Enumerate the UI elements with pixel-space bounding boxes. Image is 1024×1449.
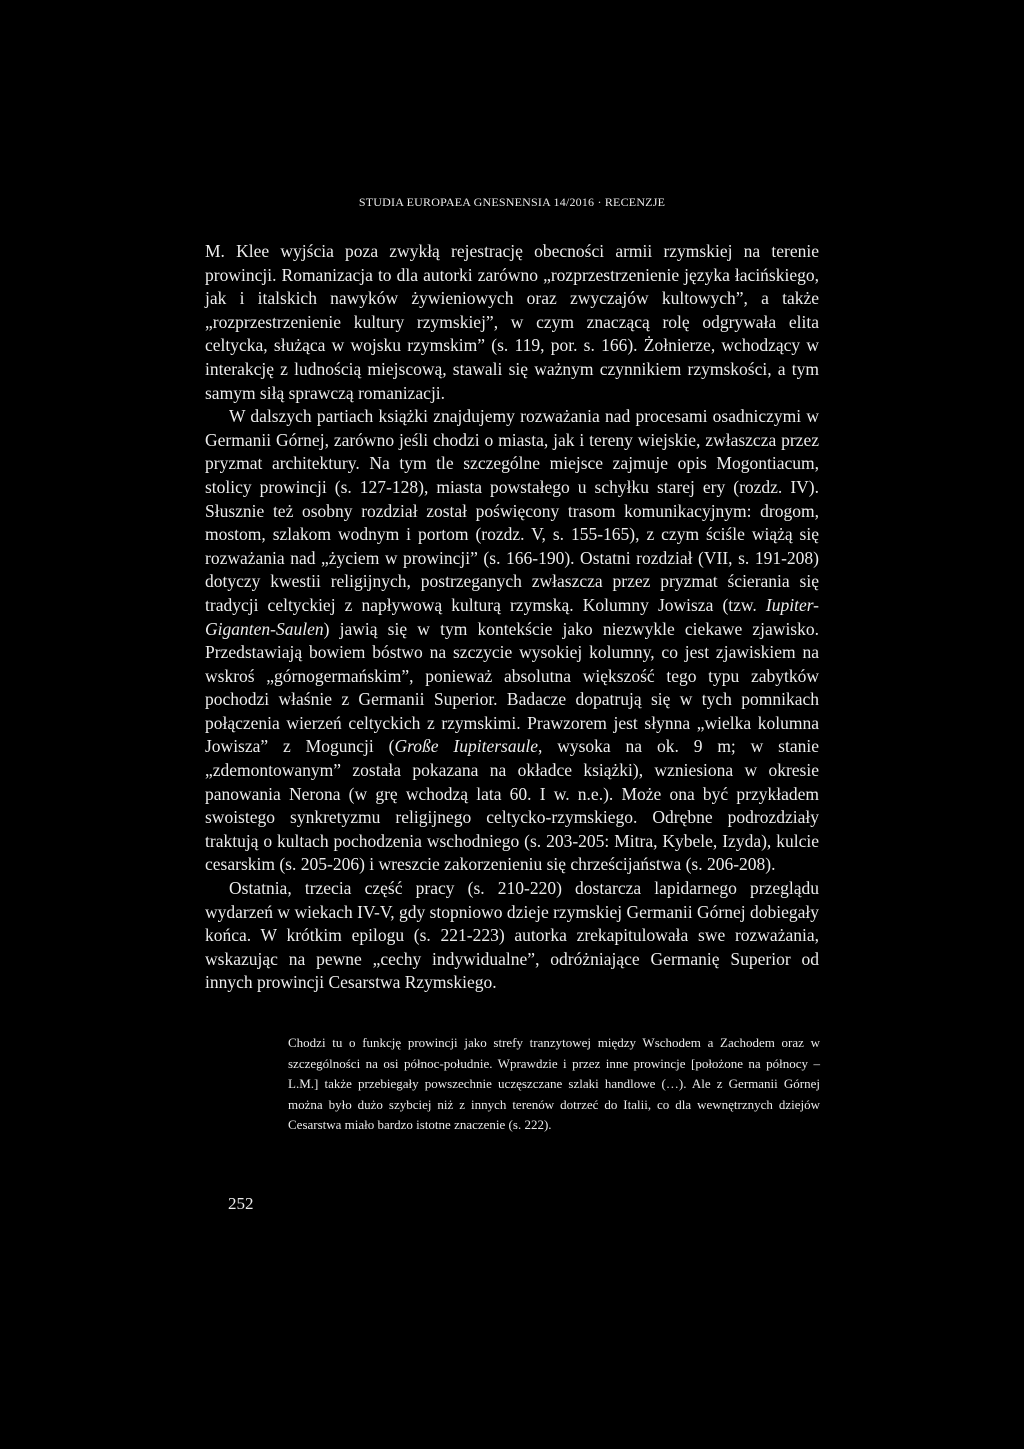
paragraph-2-part-a: W dalszych partiach książki znajdujemy rozważania nad procesami osadniczymi w Germanii Górnej, zarówno jeśli chodzi o miasta, jak i tereny wiejskie, zwłaszcza przez pryzmat architektury. Na tym tle szczególne miejsce zajmuje opis Mogontiacum, stolicy prowincji (s. 127-128), miasta powstałego u schyłku starej ery (rozdz. IV). Słusznie też osobny rozdział został poświęcony trasom komunikacyjnym: drogom, mostom, szlakom wodnym i portom (rozdz. V, s. 155-165), z czym ściśle wiążą się rozważania nad „życiem w prowincji” (s. 166-190). Ostatni rozdział (VII, s. 191-208) dotyczy kwestii religijnych, postrzeganych zwłaszcza przez pryzmat ścierania się tradycji celtyckiej z napływową kulturą rzymską. Kolumny Jowisza (tzw. xyxy=(205,406,819,615)
page-number: 252 xyxy=(228,1194,254,1213)
term-grosse-iupitersaule: Große Iupitersaule xyxy=(394,736,538,757)
paragraph-3: Ostatnia, trzecia część pracy (s. 210-220) dostarcza lapidarnego przeglądu wydarzeń w wiekach IV-V, gdy stopniowo dzieje rzymskiej Germanii Górnej dobiegały końca. W krótkim epilogu (s. 221-223) autorka zrekapitulowała swe rozważania, wskazując na pewne „cechy indywidualne”, odróżniające Germanię Superior od innych prowincji Cesarstwa Rzymskiego. xyxy=(205,878,819,993)
footnote-text: Chodzi tu o funkcję prowincji jako strefy tranzytowej między Wschodem a Zachodem oraz w szczególności na osi północ-południe. Wprawdzie i przez inne prowincje [położone na północy – L.M.] także przebiegały powszechnie uczęszczane szlaki handlowe (…). Ale z Germanii Górnej można było dużo szybciej niż z innych terenów dotrzeć do Italii, co dla wewnętrznych dziejów Cesarstwa miało bardzo istotne znaczenie (s. 222). xyxy=(288,1035,820,1132)
main-text xyxy=(205,240,819,995)
running-head: STUDIA EUROPAEA GNESNENSIA 14/2016 · RECENZJE xyxy=(358,195,666,209)
paragraph-1: M. Klee wyjścia poza zwykłą rejestrację obecności armii rzymskiej na terenie prowincji. Romanizacja to dla autorki zarówno „rozprzestrzenienie języka łacińskiego, jak i italskich nawyków żywieniowych oraz zwyczajów kultowych”, a także „rozprzestrzenienie kultury rzymskiej”, w czym znaczącą rolę odgrywała elita celtycka, służąca w wojsku rzymskim” (s. 119, por. s. 166). Żołnierze, wchodzący w interakcję z ludnością miejscową, stawali się ważnym czynnikiem rzymskości, a tym samym siłą sprawczą romanizacji. xyxy=(205,241,819,403)
term-iupiter-giganten-saulen: Iupiter-Giganten-Saulen xyxy=(205,594,819,639)
footnote xyxy=(288,1033,820,1136)
paragraph-2-part-c: , wysoka na ok. 9 m; w stanie „zdemontowanym” została pokazana na okładce książki), wzniesiona w okresie panowania Nerona (w grę wchodzą lata 60. I w. n.e.). Może ona być przykładem swoistego synkretyzmu religijnego celtycko-rzymskiego. Odrębne podrozdziały traktują o kultach pochodzenia wschodniego (s. 203-205: Mitra, Kybele, Izyda), kulcie cesarskim (s. 205-206) i wreszcie zakorzenieniu się chrześcijaństwa (s. 206-208). xyxy=(205,736,819,875)
paragraph-2-part-b: ) jawią się w tym kontekście jako niezwykle ciekawe zjawisko. Przedstawiają bowiem bóstwo na szczycie wysokiej kolumny, co jest zjawiskiem na wskroś „górnogermańskim”, ponieważ absolutna większość tego typu zabytków pochodzi właśnie z Germanii Superior. Badacze dopatrują się w tych pomnikach połączenia wierzeń celtyckich z rzymskimi. Prawzorem jest słynna „wielka kolumna Jowisza” z Moguncji ( xyxy=(205,618,819,757)
paragraph-2 xyxy=(205,405,819,877)
